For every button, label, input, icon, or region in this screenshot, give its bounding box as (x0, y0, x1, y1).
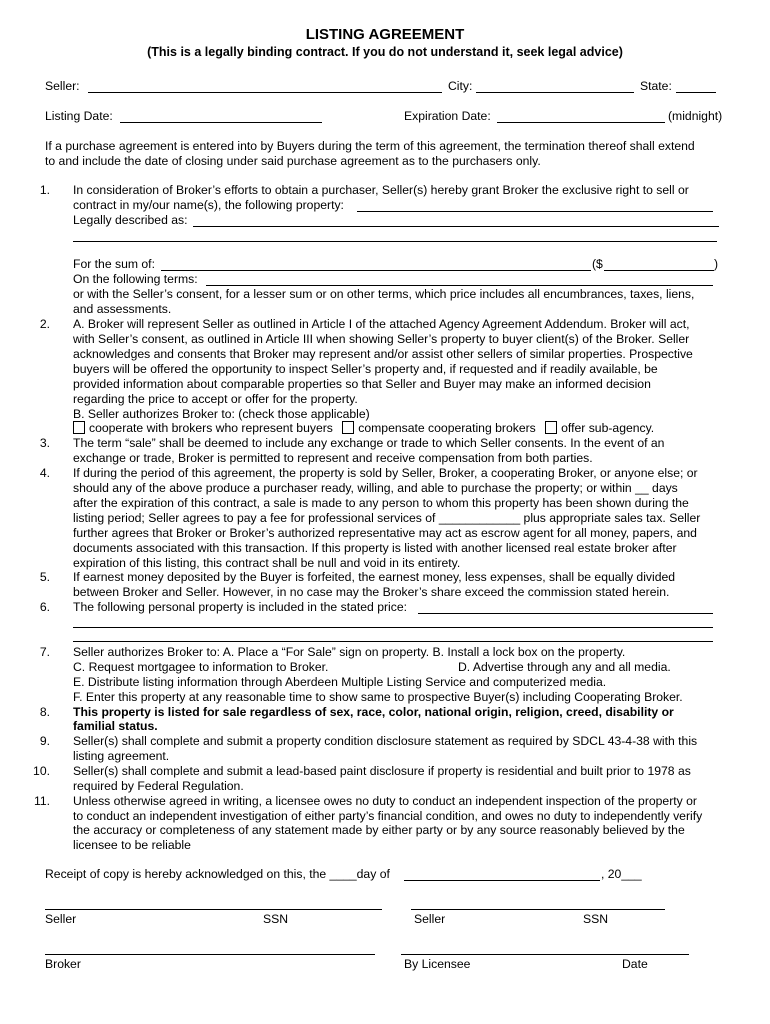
legal-description-line-2[interactable] (73, 241, 717, 242)
item-7-line-c: C. Request mortgagee to information to Broker. (73, 660, 329, 674)
item-7-line-e: E. Distribute listing information through Aberdeen Multiple Listing Service and computerized media. (73, 675, 607, 689)
sum-label: For the sum of: (73, 257, 155, 271)
item-2-line-6: regarding the price to accept or offer for the property. (73, 392, 358, 406)
item-1-line-1: In consideration of Broker’s efforts to obtain a purchaser, Seller(s) hereby grant Broker the exclusive right to sell or (73, 183, 689, 197)
item-1-line-3: Legally described as: (73, 213, 188, 227)
compensate-checkbox-label: compensate cooperating brokers (358, 421, 536, 435)
item-8-line-1: This property is listed for sale regardless of sex, race, color, national origin, religion, creed, disability or (73, 705, 674, 719)
sum-close-paren: ) (714, 257, 719, 271)
receipt-day-field[interactable] (404, 880, 600, 881)
item-7-line-f: F. Enter this property at any reasonable time to show same to prospective Buyer(s) including Cooperating Broker. (73, 690, 683, 704)
personal-property-line-2[interactable] (73, 627, 713, 628)
item-4-line-1: If during the period of this agreement, the property is sold by Seller, Broker, a cooperating Broker, or anyone else; or (73, 466, 698, 480)
item-number-4: 4. (39, 466, 50, 480)
seller-1-label: Seller (45, 912, 77, 926)
item-8-line-2: familial status. (73, 719, 158, 733)
city-field[interactable] (476, 92, 634, 93)
item-1-rest-line-2: and assessments. (73, 302, 172, 316)
page-title: LISTING AGREEMENT (305, 26, 465, 43)
personal-property-line-3[interactable] (73, 641, 713, 642)
seller-field[interactable] (88, 92, 442, 93)
item-1-line-2: contract in my/our name(s), the following property: (73, 198, 344, 212)
item-number-5: 5. (39, 570, 50, 584)
sum-amount-field[interactable] (604, 270, 714, 271)
listing-date-field[interactable] (120, 122, 322, 123)
city-label: City: (448, 79, 473, 93)
legal-description-field[interactable] (193, 226, 719, 227)
item-number-10: 10. (33, 764, 50, 778)
item-number-1: 1. (39, 183, 50, 197)
date-label: Date (622, 957, 648, 971)
listing-date-label: Listing Date: (45, 109, 113, 123)
property-field[interactable] (357, 211, 713, 212)
item-9-line-2: listing agreement. (73, 749, 170, 763)
cooperate-checkbox[interactable] (73, 421, 85, 434)
ssn-2-label: SSN (583, 912, 609, 926)
item-2-line-4: buyers will be offered the opportunity to inspect Seller’s property and, if requested and if readily available, be (73, 362, 658, 376)
intro-line-2: to and include the date of closing under said purchase agreement as to the purchasers only. (45, 154, 541, 168)
state-label: State: (640, 79, 672, 93)
item-1-rest-line-1: or with the Seller’s consent, for a lesser sum or on other terms, which price includes all encumbrances, taxes, liens, (73, 287, 695, 301)
terms-label: On the following terms: (73, 272, 198, 286)
item-2-line-5: provided information about comparable properties so that Seller and Buyer may make an informed decision (73, 377, 651, 391)
compensate-checkbox[interactable] (342, 421, 354, 434)
broker-signature-line[interactable] (45, 954, 375, 955)
item-3-line-1: The term “sale” shall be deemed to include any exchange or trade to which Seller consents. In the event of an (73, 436, 665, 450)
midnight-label: (midnight) (668, 109, 723, 123)
item-number-6: 6. (39, 600, 50, 614)
item-number-2: 2. (39, 317, 50, 331)
item-7-line-d: D. Advertise through any and all media. (458, 660, 671, 674)
item-9-line-1: Seller(s) shall complete and submit a property condition disclosure statement as required by SDCL 43-4-38 with this (73, 734, 698, 748)
item-4-line-6: documents associated with this transaction. If this property is listed with another licensed real estate broker after (73, 541, 677, 555)
item-4-line-4: listing period; Seller agrees to pay a fee for professional services of ____________ plus appropriate sales tax. Seller (73, 511, 701, 525)
checkbox-row (73, 421, 654, 436)
item-11-line-4: licensee to be reliable (73, 838, 191, 852)
subagency-checkbox[interactable] (545, 421, 557, 434)
item-11-line-3: the accuracy or completeness of any statement made by either party or by any source reasonably believed by the (73, 823, 685, 837)
cooperate-checkbox-label: cooperate with brokers who represent buyers (89, 421, 333, 435)
item-2-line-3: acknowledges and consents that Broker may represent and/or assist other sellers of similar properties. Prospective (73, 347, 693, 361)
item-3-line-2: exchange or trade, Broker is permitted to represent and receive compensation from both parties. (73, 451, 593, 465)
item-10-line-2: required by Federal Regulation. (73, 779, 244, 793)
page-subtitle: (This is a legally binding contract. If you do not understand it, seek legal advice) (147, 45, 623, 59)
item-5-line-1: If earnest money deposited by the Buyer is forfeited, the earnest money, less expenses, shall be equally divided (73, 570, 676, 584)
intro-line-1: If a purchase agreement is entered into by Buyers during the term of this agreement, the termination thereof shall extend (45, 139, 695, 153)
seller-2-label: Seller (414, 912, 446, 926)
terms-field[interactable] (206, 285, 713, 286)
sum-dollar-label: ($ (592, 257, 603, 271)
seller-2-signature-line[interactable] (411, 909, 665, 910)
item-number-8: 8. (39, 705, 50, 719)
item-11-line-1: Unless otherwise agreed in writing, a licensee owes no duty to conduct an independent inspection of the property or (73, 794, 697, 808)
item-5-line-2: between Broker and Seller. However, in no case may the Broker’s share exceed the commission stated herein. (73, 585, 670, 599)
expiration-date-field[interactable] (497, 122, 665, 123)
item-4-line-3: after the expiration of this contract, a sale is made to any person to whom this property has been shown during the (73, 496, 689, 510)
personal-property-field[interactable] (418, 613, 713, 614)
licensee-signature-line[interactable] (401, 954, 689, 955)
receipt-text: Receipt of copy is hereby acknowledged on this, the ____day of (45, 867, 390, 881)
item-2-line-2: with Seller’s consent, as outlined in Article III when showing Seller’s property to buyer client(s) of the Broker. Seller (73, 332, 690, 346)
item-6-line-1: The following personal property is included in the stated price: (73, 600, 407, 614)
item-4-line-5: further agrees that Broker or Broker’s authorized representative may act as escrow agent for all money, papers, and (73, 526, 697, 540)
item-11-line-2: to conduct an independent investigation of either party’s financial condition, and owes no duty to independently verify (73, 809, 703, 823)
item-number-9: 9. (39, 734, 50, 748)
seller-1-signature-line[interactable] (45, 909, 382, 910)
item-number-11: 11. (33, 794, 50, 808)
expiration-date-label: Expiration Date: (404, 109, 491, 123)
item-7-line-a: Seller authorizes Broker to: A. Place a “For Sale” sign on property. B. Install a lock box on the property. (73, 645, 626, 659)
item-4-line-2: should any of the above produce a purchaser ready, willing, and able to purchase the property; or within __ days (73, 481, 678, 495)
subagency-checkbox-label: offer sub-agency. (561, 421, 655, 435)
item-number-7: 7. (39, 645, 50, 659)
item-4-line-7: expiration of this listing, this contract shall be null and void in its entirety. (73, 556, 461, 570)
ssn-1-label: SSN (263, 912, 289, 926)
item-number-3: 3. (39, 436, 50, 450)
state-field[interactable] (676, 92, 716, 93)
broker-label: Broker (45, 957, 81, 971)
item-2-line-7: B. Seller authorizes Broker to: (check those applicable) (73, 407, 370, 421)
seller-label: Seller: (45, 79, 80, 93)
item-10-line-1: Seller(s) shall complete and submit a lead-based paint disclosure if property is residential and built prior to 1978 as (73, 764, 691, 778)
sum-words-field[interactable] (161, 270, 591, 271)
receipt-year: , 20___ (601, 867, 642, 881)
licensee-label: By Licensee (404, 957, 471, 971)
item-2-line-1: A. Broker will represent Seller as outlined in Article I of the attached Agency Agreement Addendum. Broker will act, (73, 317, 690, 331)
